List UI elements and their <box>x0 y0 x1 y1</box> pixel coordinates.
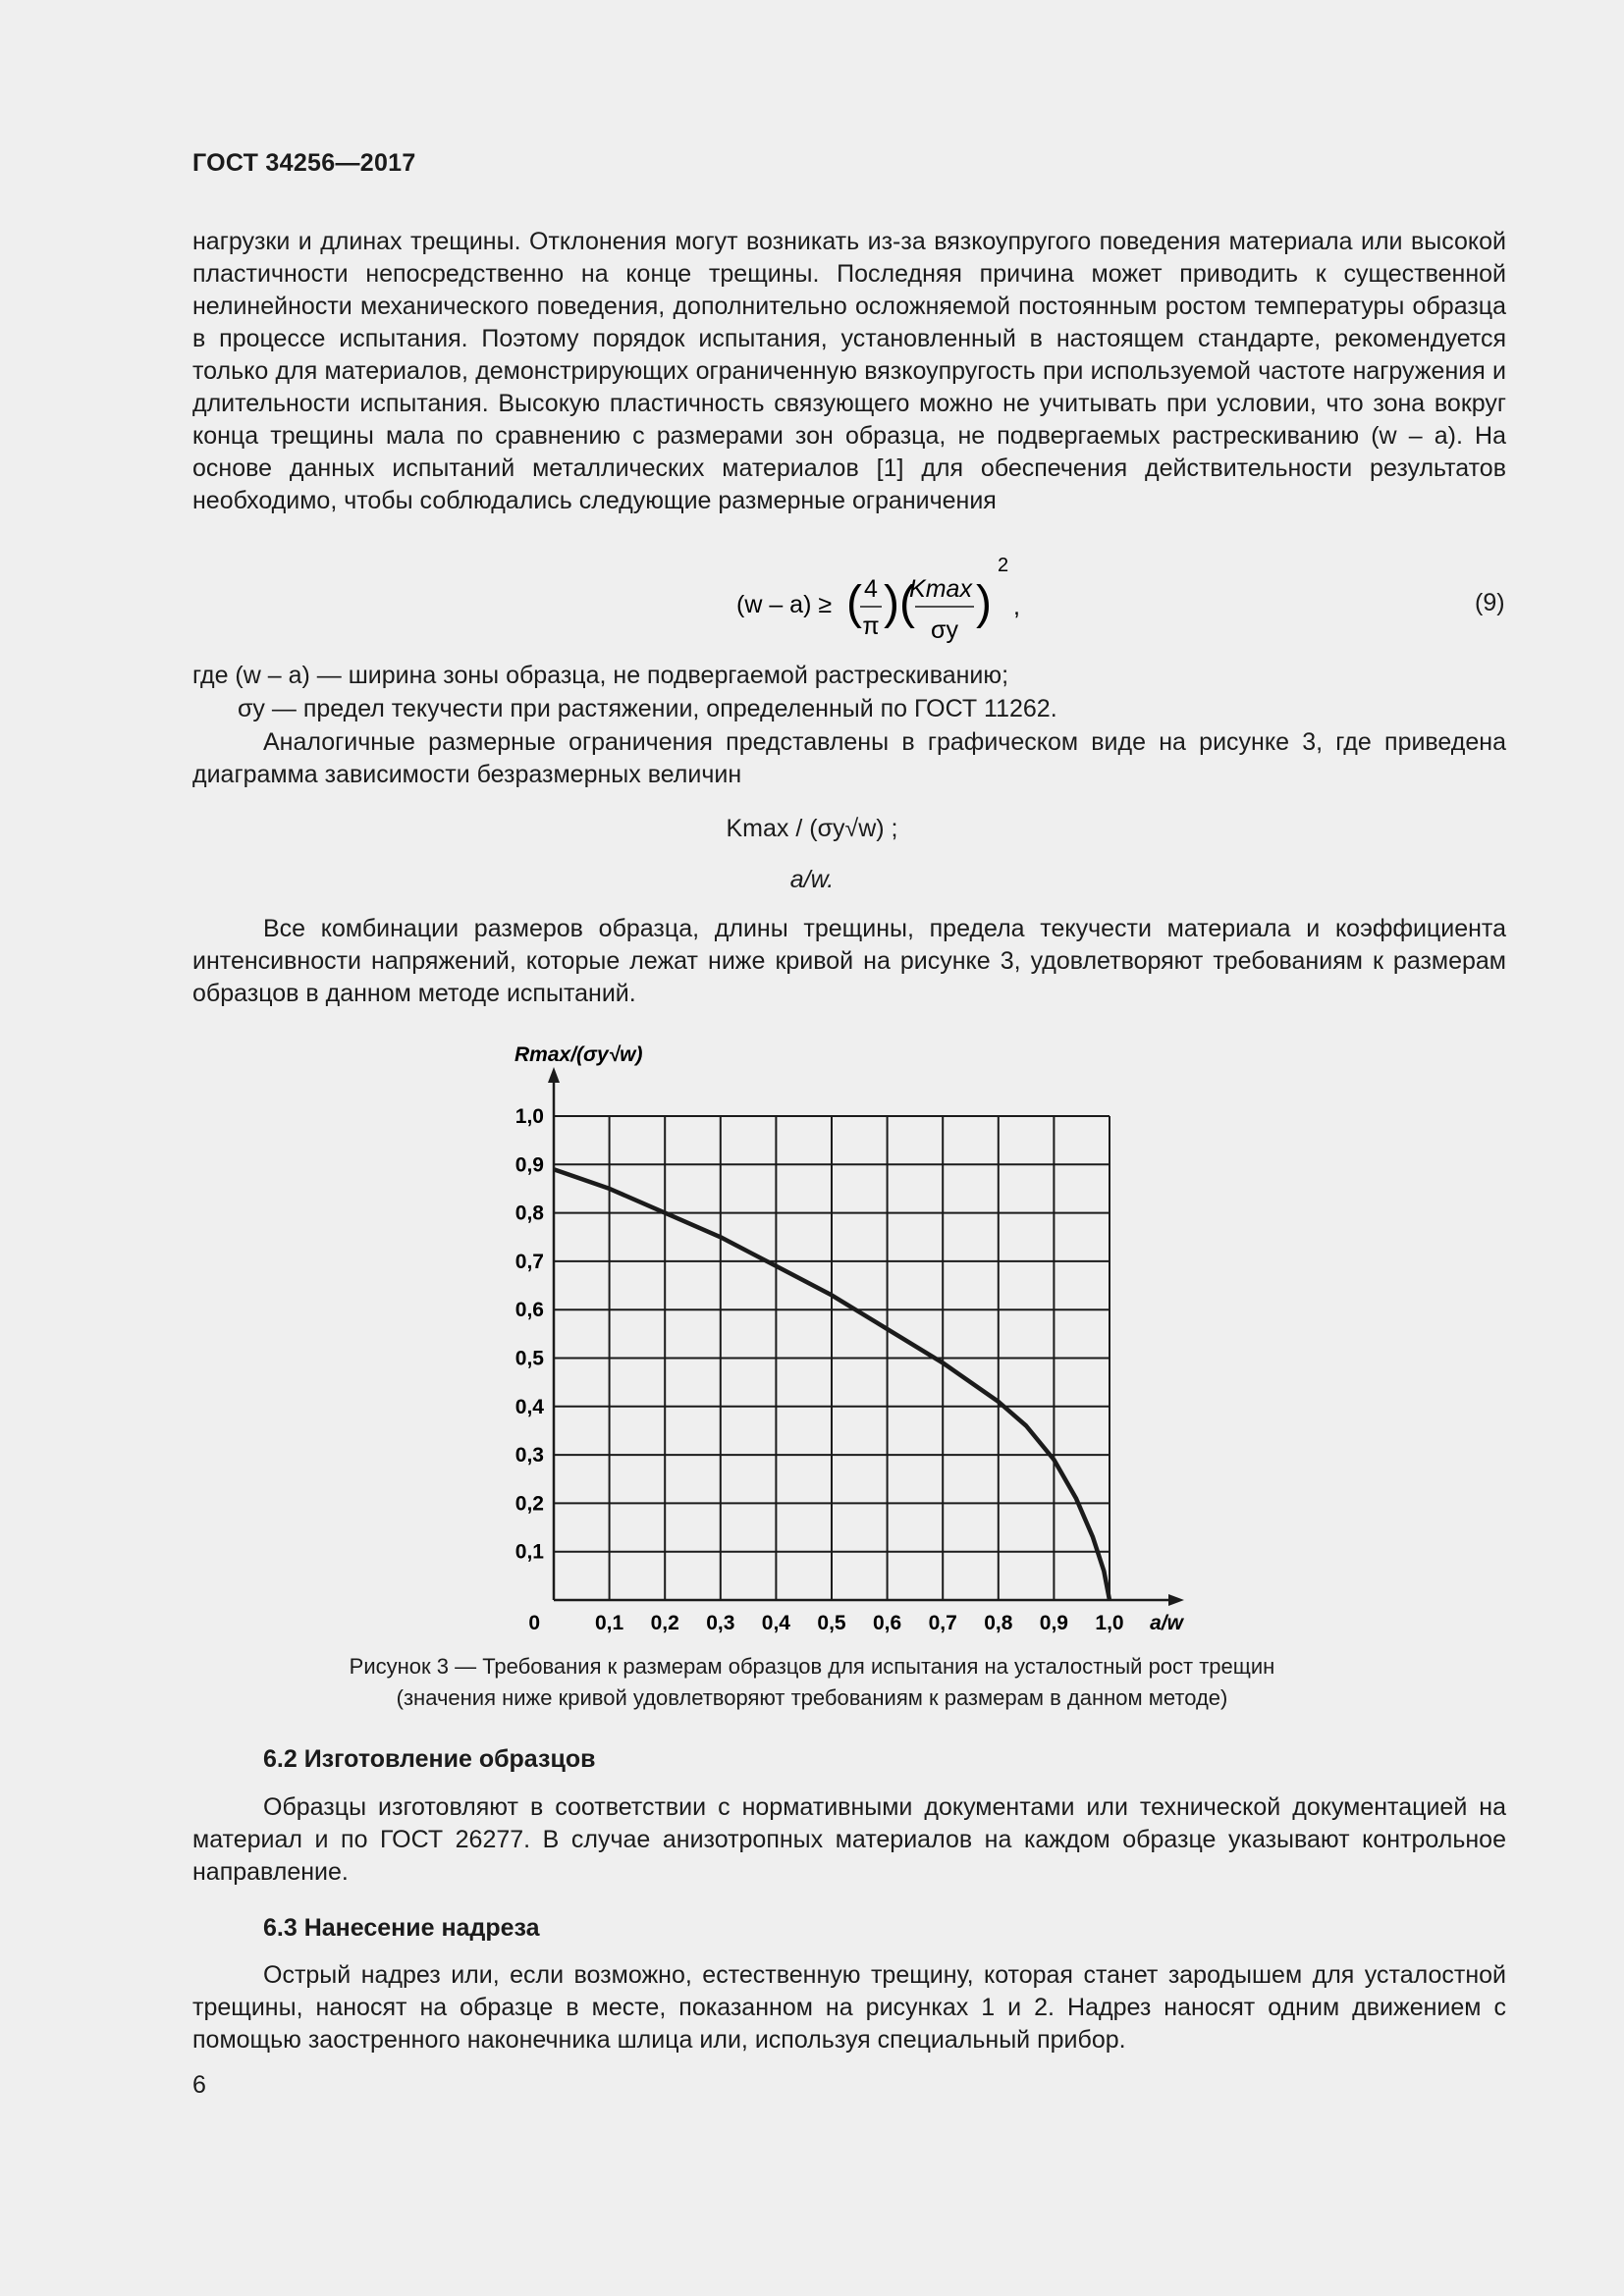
paren-close-1: ) <box>884 577 899 629</box>
section-6-2-title: 6.2 Изготовление образцов <box>263 1745 596 1773</box>
where-line-2: σy — предел текучести при растяжении, определенный по ГОСТ 11262. <box>238 695 1057 722</box>
x-axis-arrow <box>1168 1594 1184 1606</box>
analog-paragraph <box>192 726 1506 791</box>
x-axis-label: a/w <box>1150 1612 1183 1634</box>
equation-lhs: (w – a) ≥ <box>736 591 833 618</box>
x-tick-label: 1,0 <box>1095 1612 1124 1634</box>
y-tick-label: 1,0 <box>514 1105 544 1128</box>
section-6-3-title: 6.3 Нанесение надреза <box>263 1914 540 1942</box>
y-tick-label: 0,6 <box>514 1299 544 1322</box>
y-tick-label: 0,1 <box>514 1540 544 1564</box>
section-6-3-paragraph <box>192 1959 1506 2056</box>
y-tick-label: 0,3 <box>514 1444 544 1468</box>
document-header: ГОСТ 34256—2017 <box>192 149 416 177</box>
y-tick-label: 0,7 <box>514 1250 544 1273</box>
frac2-numerator: Kmax <box>909 575 972 603</box>
formula-aw: a/w. <box>789 866 835 893</box>
y-tick-label: 0,2 <box>514 1492 544 1516</box>
x-tick-label: 0,6 <box>872 1612 902 1634</box>
frac1-denominator: π <box>862 613 880 640</box>
frac1-numerator: 4 <box>864 575 878 603</box>
section-6-2-text: Образцы изготовляют в соответствии с нормативными документами или технической документацией на материал и по ГОСТ 26277. В случае анизотропных материалов на каждом образце указывают контрольное направление. <box>192 1793 1506 1886</box>
y-axis-arrow <box>548 1067 560 1083</box>
x-tick-label: 0,9 <box>1039 1612 1069 1634</box>
combo-paragraph <box>192 913 1506 1010</box>
where-line-1: где (w – a) — ширина зоны образца, не подвергаемой растрескиванию; <box>192 662 1009 689</box>
paren-open-2: ( <box>899 577 915 629</box>
y-tick-label: 0,8 <box>514 1201 544 1225</box>
paren-close-2: ) <box>976 577 992 629</box>
figure-caption-line-1: Рисунок 3 — Требования к размерам образцов для испытания на усталостный рост трещин <box>349 1654 1275 1679</box>
formula-kmax: Kmax / (σy√w) ; <box>726 815 898 842</box>
frac2-denominator: σy <box>931 616 958 644</box>
page-number: 6 <box>192 2071 206 2099</box>
equation-power: 2 <box>998 555 1009 576</box>
figure-caption-line-2: (значения ниже кривой удовлетворяют требованиям к размерам в данном методе) <box>396 1685 1228 1710</box>
equation-number: (9) <box>1475 589 1505 616</box>
intro-paragraph <box>192 226 1506 517</box>
x-tick-label: 0,4 <box>761 1612 791 1634</box>
x-tick-label: 0,2 <box>650 1612 679 1634</box>
x-tick-label: 0,7 <box>928 1612 957 1634</box>
section-6-2-paragraph <box>192 1791 1506 1889</box>
y-axis-label: Rmax/(σy√w) <box>514 1043 643 1066</box>
x-tick-label: 0 <box>528 1612 540 1634</box>
section-6-3-text: Острый надрез или, если возможно, естественную трещину, которая станет зародышем для усталостной трещины, наносят на образце в месте, показанном на рисунках 1 и 2. Надрез наносят одним движением с помощью заостренного наконечника шлица или, используя специальный прибор. <box>192 1961 1506 2054</box>
x-tick-label: 0,1 <box>594 1612 624 1634</box>
x-tick-label: 0,8 <box>984 1612 1013 1634</box>
crack-size-chart <box>491 1031 1237 1649</box>
intro-text: нагрузки и длинах трещины. Отклонения могут возникать из-за вязкоупругого поведения материала или высокой пластичности непосредственно на конце трещины. Последняя причина может приводить к существенной нелинейности механического поведения, дополнительно осложняемой постоянным ростом температуры образца в процессе испытания. Поэтому порядок испытания, установленный в настоящем стандарте, рекомендуется только для материалов, демонстрирующих ограниченную вязкоупругость при используемой частоте нагружения и длительности испытания. Высокую пластичность связующего можно не учитывать при условии, что зона вокруг конца трещины мала по сравнению с размерами зон образца, не подвергаемых растрескиванию (w – a). На основе данных испытаний металлических материалов [1] для обеспечения действительности результатов необходимо, чтобы соблюдались следующие размерные ограничения <box>192 228 1506 514</box>
combo-text: Все комбинации размеров образца, длины трещины, предела текучести материала и коэффициента интенсивности напряжений, которые лежат ниже кривой на рисунке 3, удовлетворяют требованиям к размерам образцов в данном методе испытаний. <box>192 915 1506 1007</box>
y-tick-label: 0,4 <box>514 1395 544 1418</box>
paren-open-1: ( <box>846 577 862 629</box>
x-tick-label: 0,5 <box>817 1612 846 1634</box>
equation-graphic <box>727 550 1041 658</box>
y-tick-label: 0,5 <box>514 1347 544 1370</box>
x-tick-label: 0,3 <box>706 1612 735 1634</box>
analog-text: Аналогичные размерные ограничения представлены в графическом виде на рисунке 3, где приведена диаграмма зависимости безразмерных величин <box>192 728 1506 788</box>
y-tick-label: 0,9 <box>514 1153 544 1177</box>
equation-trail: , <box>1013 593 1020 620</box>
